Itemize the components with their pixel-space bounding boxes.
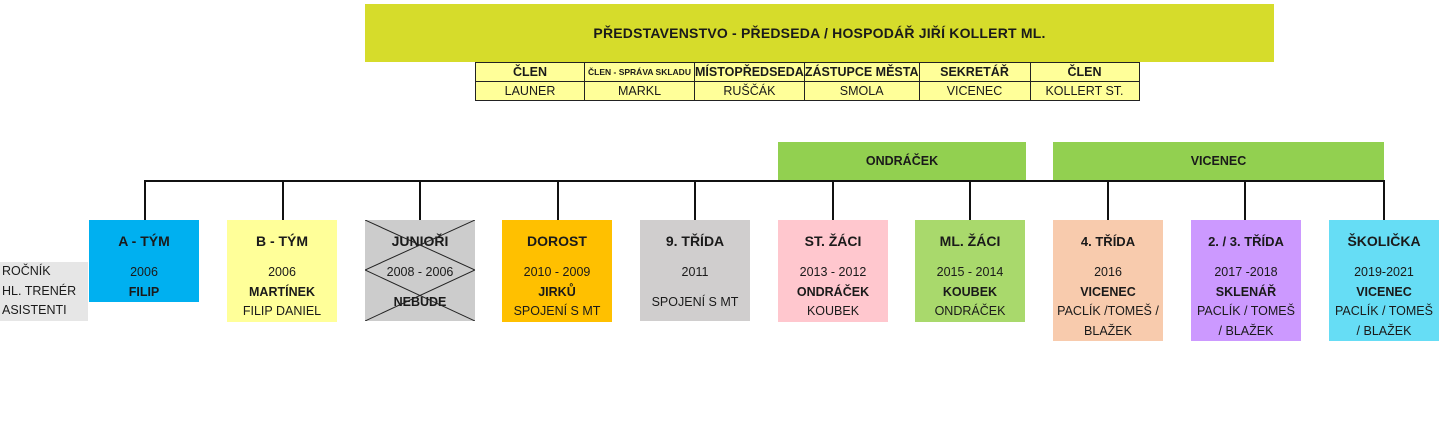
team-name: JUNIOŘI [391, 233, 449, 249]
team-assistants: PACLÍK /TOMEŠ / BLAŽEK [1057, 304, 1159, 338]
member-name-cell: KOLLERT ST. [1030, 82, 1139, 101]
connector-drop [144, 180, 146, 220]
team-card-ml-zaci [915, 220, 1025, 322]
team-card-9-trida [640, 220, 750, 321]
team-year: 2017 -2018 [1214, 265, 1278, 279]
team-card-a-tym [89, 220, 199, 302]
board-title [365, 4, 1274, 62]
team-name: DOROST [527, 233, 587, 249]
row-label-head-coach: HL. TRENÉR [2, 283, 77, 298]
team-coach: MARTÍNEK [249, 284, 315, 299]
team-coach: ONDRÁČEK [796, 284, 870, 299]
group-label: VICENEC [1190, 154, 1247, 168]
connector-horizontal-line [144, 180, 1385, 182]
team-year: 2011 [681, 265, 709, 279]
team-card-st-zaci [778, 220, 888, 322]
connector-drop [1244, 180, 1246, 220]
row-labels [0, 262, 88, 321]
row-label-assistants: ASISTENTI [2, 303, 67, 317]
team-name: ML. ŽÁCI [939, 233, 1001, 249]
member-name-cell: VICENEC [919, 82, 1030, 101]
role-cell: ZÁSTUPCE MĚSTA [804, 63, 919, 82]
role-cell: ČLEN [1030, 63, 1139, 82]
row-label-year: ROČNÍK [2, 264, 51, 278]
connector-drop [419, 180, 421, 220]
cancelled-cross-icon [365, 220, 475, 321]
connector-drop [832, 180, 834, 220]
team-assistants: FILIP DANIEL [242, 304, 322, 318]
team-coach: KOUBEK [942, 284, 998, 299]
team-coach: SKLENÁŘ [1215, 284, 1277, 299]
group-bar-vicenec [1053, 142, 1384, 180]
team-assistants: SPOJENÍ S MT [651, 294, 739, 309]
member-name-cell: SMOLA [804, 82, 919, 101]
team-card-b-tym [227, 220, 337, 322]
group-bar-ondracek [778, 142, 1026, 180]
team-card-dorost [502, 220, 612, 322]
team-assistants: KOUBEK [806, 304, 860, 318]
team-assistants: PACLÍK / TOMEŠ / BLAŽEK [1197, 304, 1295, 338]
names-row [476, 82, 1140, 101]
team-year: 2006 [268, 265, 296, 279]
team-coach: NEBUDE [393, 294, 447, 309]
team-card-skolicka [1329, 220, 1439, 341]
connector-drop [694, 180, 696, 220]
member-name-cell: MARKL [585, 82, 695, 101]
team-coach: JIRKŮ [538, 284, 576, 299]
team-name: ST. ŽÁCI [804, 233, 862, 249]
team-name: B - TÝM [255, 233, 309, 249]
team-coach: FILIP [128, 284, 160, 299]
team-year: 2010 - 2009 [523, 265, 591, 279]
group-label: ONDRÁČEK [865, 154, 939, 168]
team-year: 2015 - 2014 [936, 265, 1004, 279]
team-name: A - TÝM [118, 233, 170, 249]
connector-drop [1383, 180, 1385, 220]
team-card-2-3-trida [1191, 220, 1301, 341]
role-cell: SEKRETÁŘ [919, 63, 1030, 82]
connector-drop [557, 180, 559, 220]
roles-row [476, 63, 1140, 82]
board-title-text: PŘEDSTAVENSTVO - PŘEDSEDA / HOSPODÁŘ JIŘÍ KOLLERT ML. [593, 25, 1046, 41]
team-coach: VICENEC [1356, 284, 1412, 299]
team-card-4-trida [1053, 220, 1163, 341]
team-name: 2. / 3. TŘÍDA [1208, 234, 1284, 249]
team-name: 9. TŘÍDA [665, 233, 725, 249]
member-name-cell: RUŠČÁK [695, 82, 805, 101]
connector-drop [969, 180, 971, 220]
team-year: 2019-2021 [1354, 265, 1414, 279]
team-coach: VICENEC [1080, 284, 1136, 299]
role-cell: ČLEN - SPRÁVA SKLADU [585, 63, 695, 82]
member-name-cell: LAUNER [476, 82, 585, 101]
team-name: ŠKOLIČKA [1347, 233, 1421, 249]
team-assistants: ONDRÁČEK [934, 304, 1006, 318]
role-cell: MÍSTOPŘEDSEDA [695, 63, 805, 82]
team-card-juniori [365, 220, 475, 321]
team-year: 2006 [130, 265, 158, 279]
team-name: 4. TŘÍDA [1080, 234, 1136, 249]
team-assistants: PACLÍK / TOMEŠ / BLAŽEK [1335, 304, 1433, 338]
connector-drop [1107, 180, 1109, 220]
team-year: 2008 - 2006 [386, 265, 454, 279]
connector-drop [282, 180, 284, 220]
team-assistants: SPOJENÍ S MT [513, 304, 601, 318]
team-year: 2016 [1094, 265, 1122, 279]
role-cell: ČLEN [476, 63, 585, 82]
board-members-table [475, 62, 1140, 101]
team-year: 2013 - 2012 [799, 265, 867, 279]
